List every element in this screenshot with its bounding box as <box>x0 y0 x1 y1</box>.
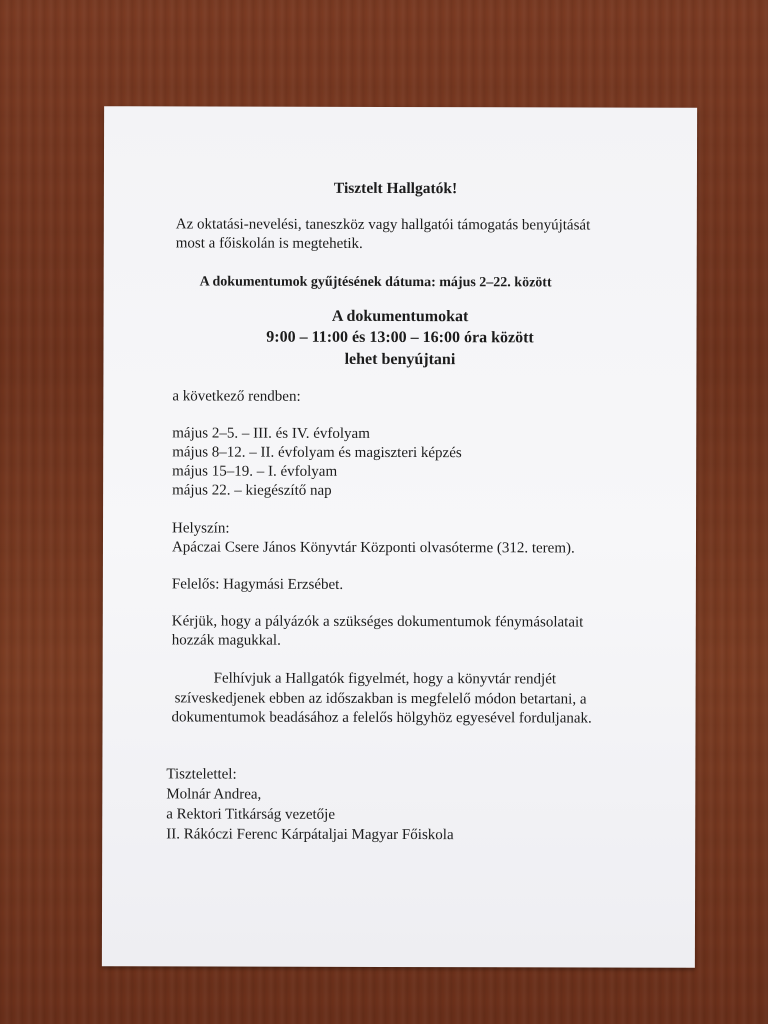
submit-line-1: A dokumentumokat <box>331 307 469 326</box>
collection-dates: A dokumentumok gyűjtésének dátuma: május 2–22. között <box>199 274 552 291</box>
schedule-item: május 8–12. – II. évfolyam és magiszteri képzés <box>172 444 462 462</box>
responsible-person: Felelős: Hagymási Erzsébet. <box>171 576 344 593</box>
location-label: Helyszín: <box>172 520 230 537</box>
location-value: Apáczai Csere János Könyvtár Központi olvasóterme (312. terem). <box>171 539 575 557</box>
signature-line: II. Rákóczi Ferenc Kárpátaljai Magyar Főiskola <box>166 826 454 844</box>
schedule-item: május 22. – kiegészítő nap <box>172 482 332 499</box>
signature-line: Tisztelettel: <box>166 766 237 783</box>
submit-line-3: lehet benyújtani <box>344 350 456 369</box>
intro-line-1: Az oktatási-nevelési, taneszköz vagy hallgatói támogatás benyújtását <box>175 216 591 234</box>
schedule-item: május 2–5. – III. és IV. évfolyam <box>172 425 370 442</box>
intro-line-2: most a főiskolán is megtehetik. <box>175 235 363 252</box>
notice-paper <box>102 106 697 968</box>
notice-greeting: Tisztelt Hallgatók! <box>333 179 458 198</box>
attention-line-3: dokumentumok beadásához a felelős hölgyhöz egyesével forduljanak. <box>171 709 592 727</box>
signature-line: a Rektori Titkárság vezetője <box>166 806 336 823</box>
submit-line-2: 9:00 – 11:00 és 13:00 – 16:00 óra között <box>266 328 534 347</box>
request-line-1: Kérjük, hogy a pályázók a szükséges dokumentumok fénymásolatait <box>171 613 584 631</box>
attention-line-2: szíveskedjenek ebben az időszakban is megfelelő módon betartani, a <box>174 690 587 708</box>
attention-line-1: Felhívjuk a Hallgatók figyelmét, hogy a könyvtár rendjét <box>213 670 557 688</box>
schedule-item: május 15–19. – I. évfolyam <box>172 463 338 480</box>
signature-line: Molnár Andrea, <box>166 786 262 803</box>
order-intro: a következő rendben: <box>172 388 301 405</box>
request-line-2: hozzák magukkal. <box>171 632 281 649</box>
